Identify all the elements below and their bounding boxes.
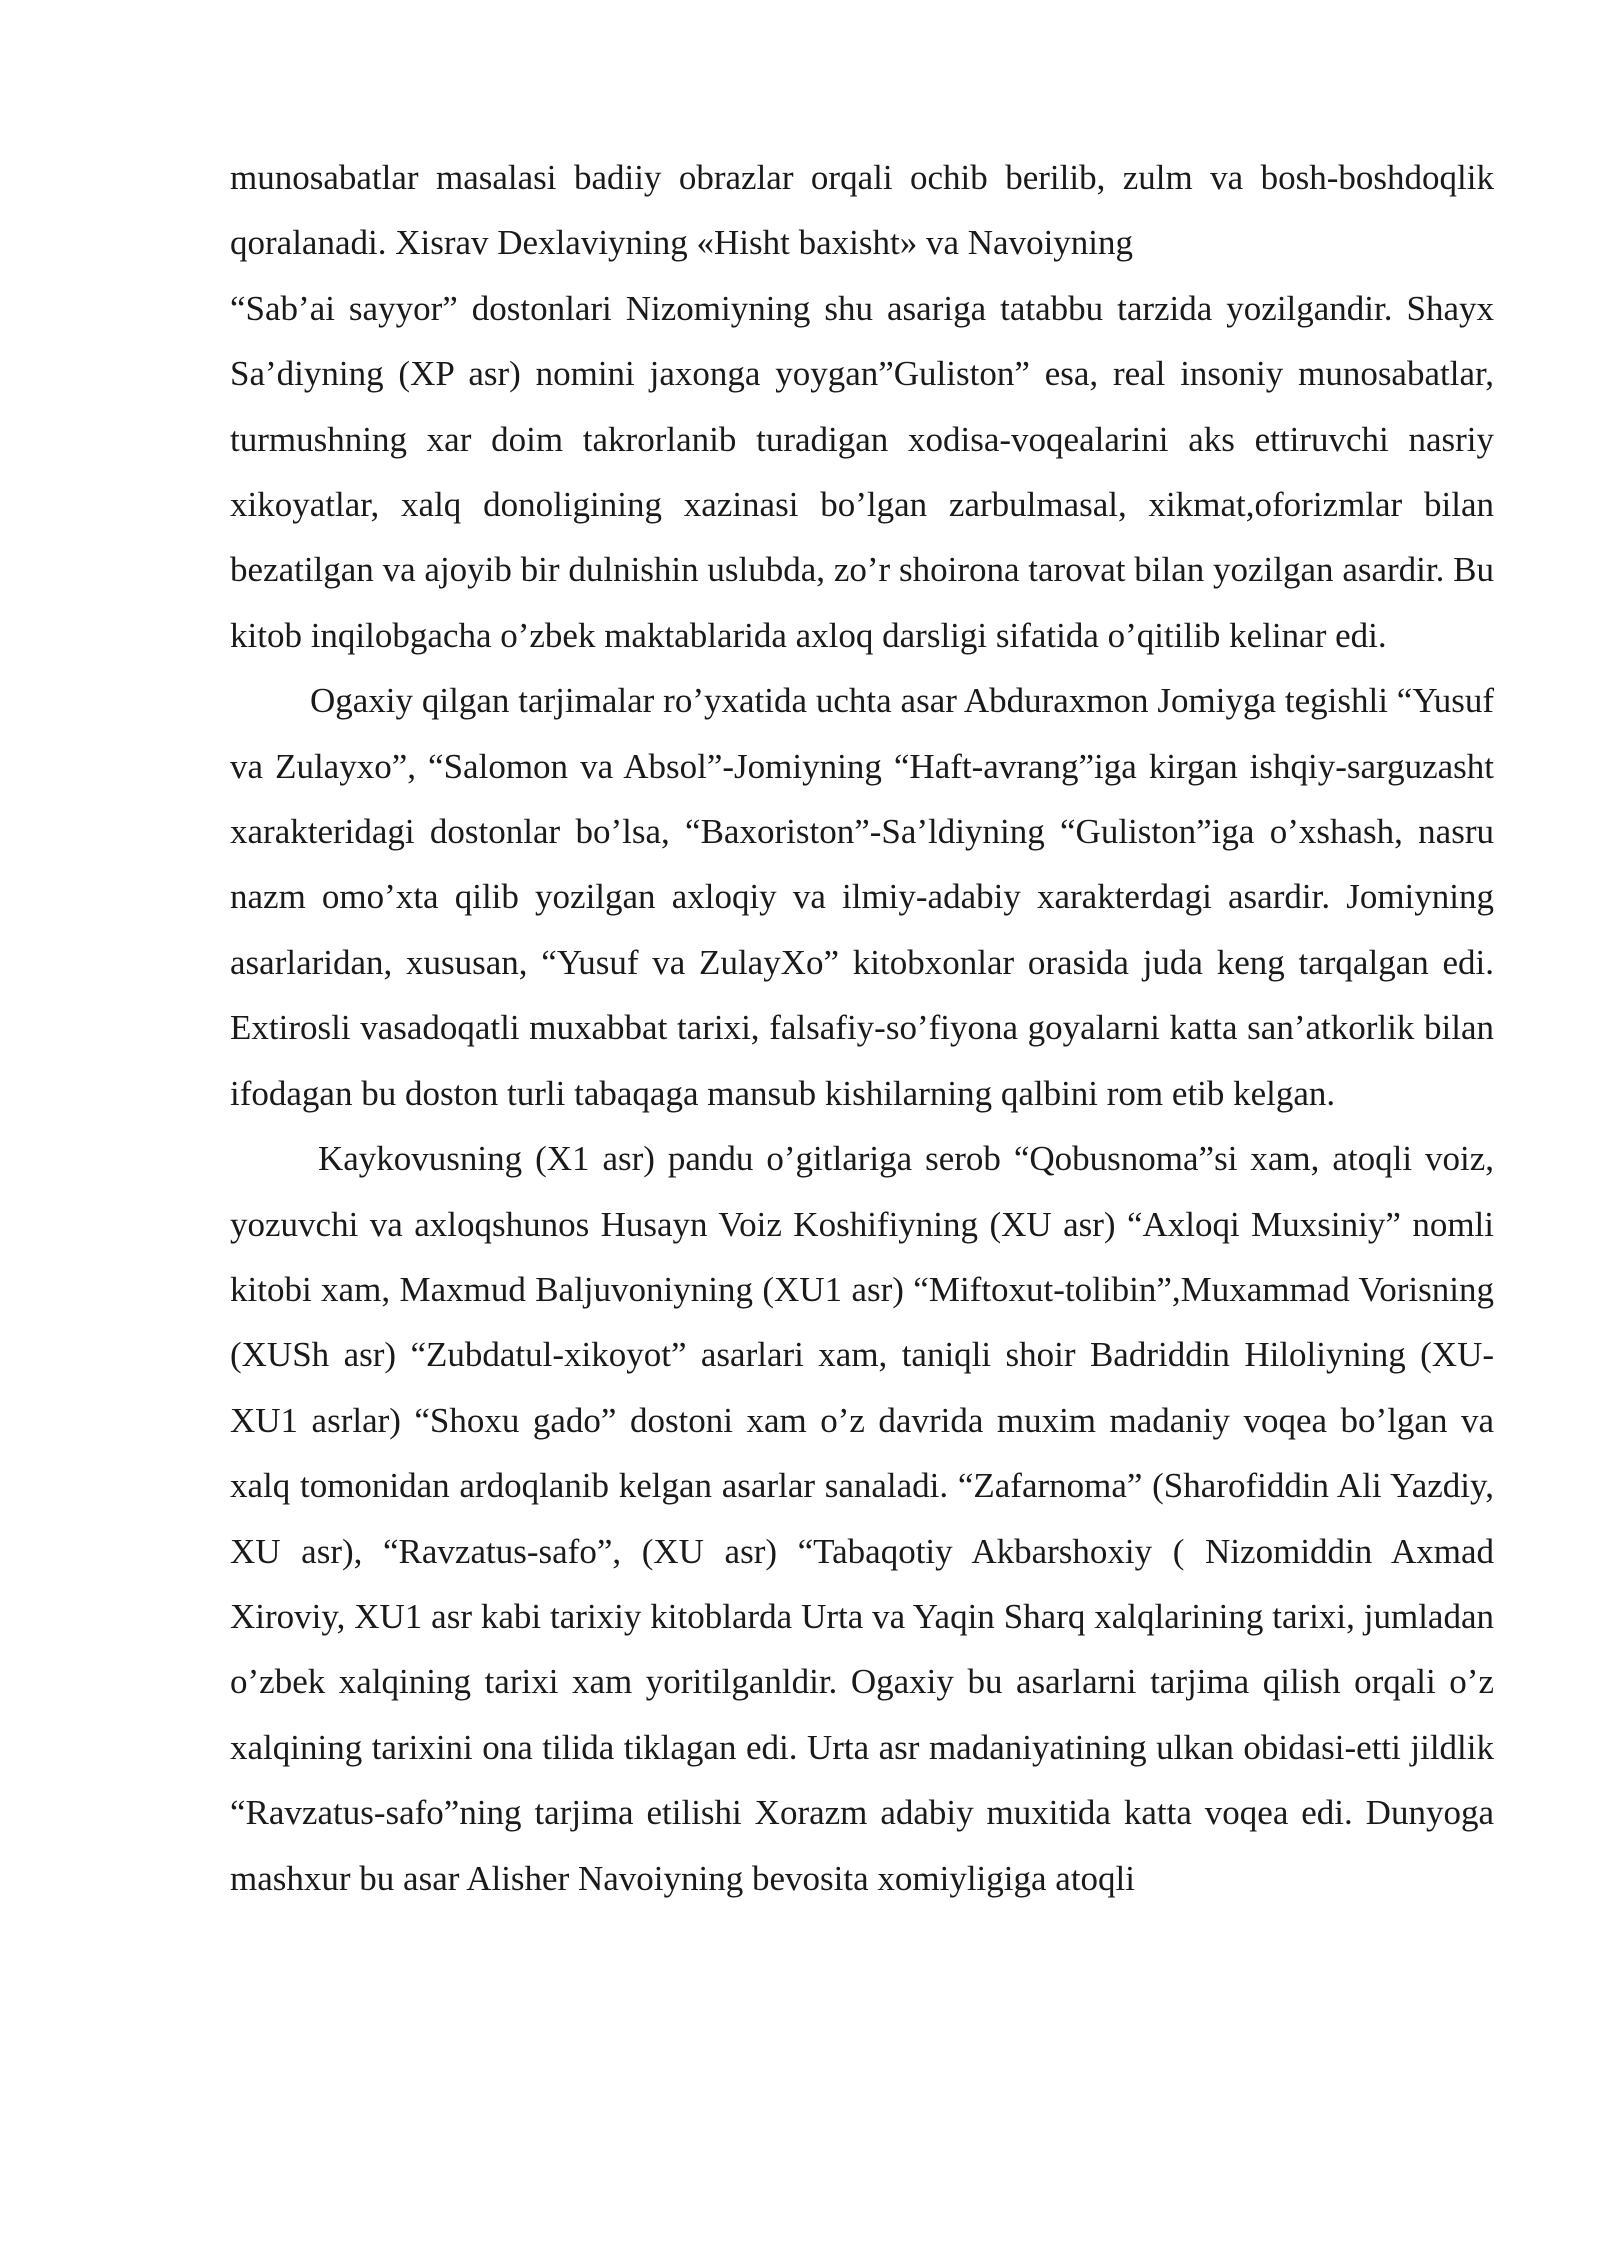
- paragraph-1-line-a: munosabatlar masalasi badiiy obrazlar orqali ochib berilib, zulm va bosh-boshdoqlik qoralanadi. Xisrav Dexlaviyning «Hisht baxisht» va Navoiyning: [230, 158, 1494, 263]
- paragraph-3: Kaykovusning (X1 asr) pandu o’gitlariga serob “Qobusnoma”si xam, atoqli voiz, yozuvchi va axloqshunos Husayn Voiz Koshifiyning (XU asr) “Axloqi Muxsiniy” nomli kitobi xam, Maxmud Baljuvoniyning (XU1 asr) “Miftoxut-tolibin”,Muxammad Vorisning (XUSh asr) “Zubdatul-xikoyot” asarlari xam, taniqli shoir Badriddin Hiloliyning (XU-XU1 asrlar) “Shoxu gado” dostoni xam o’z davrida muxim madaniy voqea bo’lgan va xalq tomonidan ardoqlanib kelgan asarlar sanaladi. “Zafarnoma” (Sharofiddin Ali Yazdiy, XU asr), “Ravzatus-safo”, (XU asr) “Tabaqotiy Akbarshoxiy ( Nizomiddin Axmad Xiroviy, XU1 asr kabi tarixiy kitoblarda Urta va Yaqin Sharq xalqlarining tarixi, jumladan o’zbek xalqining tarixi xam yoritilganldir. Ogaxiy bu asarlarni tarjima qilish orqali o’z xalqining tarixini ona tilida tiklagan edi. Urta asr madaniyatining ulkan obidasi-etti jildlik “Ravzatus-safo”ning tarjima etilishi Xorazm adabiy muxitida katta voqea edi. Dunyoga mashxur bu asar Alisher Navoiyning bevosita xomiyligiga atoqli: [230, 1139, 1494, 1898]
- paragraph-1-line-b: “Sab’ai sayyor” dostonlari Nizomiyning shu asariga tatabbu tarzida yozilgandir. Shayx Sa’diyning (XP asr) nomini jaxonga yoygan”Guliston” esa, real insoniy munosabatlar, turmushning xar doim takrorlanib turadigan xodisa-voqealarini aks ettiruvchi nasriy xikoyatlar, xalq donoligining xazinasi bo’lgan zarbulmasal, xikmat,oforizmlar bilan bezatilgan va ajoyib bir dulnishin uslubda, zo’r shoirona tarovat bilan yozilgan asardir. Bu kitob inqilobgacha o’zbek maktablarida axloq darsligi sifatida o’qitilib kelinar edi.: [230, 288, 1494, 655]
- paragraph-2: Ogaxiy qilgan tarjimalar ro’yxatida uchta asar Abduraxmon Jomiyga tegishli “Yusuf va Zulayxo”, “Salomon va Absol”-Jomiyning “Haft-avrang”iga kirgan ishqiy-sarguzasht xarakteridagi dostonlar bo’lsa, “Baxoriston”-Sa’ldiyning “Guliston”iga o’xshash, nasru nazm omo’xta qilib yozilgan axloqiy va ilmiy-adabiy xarakterdagi asardir. Jomiyning asarlaridan, xususan, “Yusuf va ZulayXo” kitobxonlar orasida juda keng tarqalgan edi. Extirosli vasadoqatli muxabbat tarixi, falsafiy-so’fiyona goyalarni katta san’atkorlik bilan ifodagan bu doston turli tabaqaga mansub kishilarning qalbini rom etib kelgan.: [230, 681, 1494, 1113]
- paragraph-1: [230, 145, 1494, 668]
- document-body: [230, 145, 1494, 1911]
